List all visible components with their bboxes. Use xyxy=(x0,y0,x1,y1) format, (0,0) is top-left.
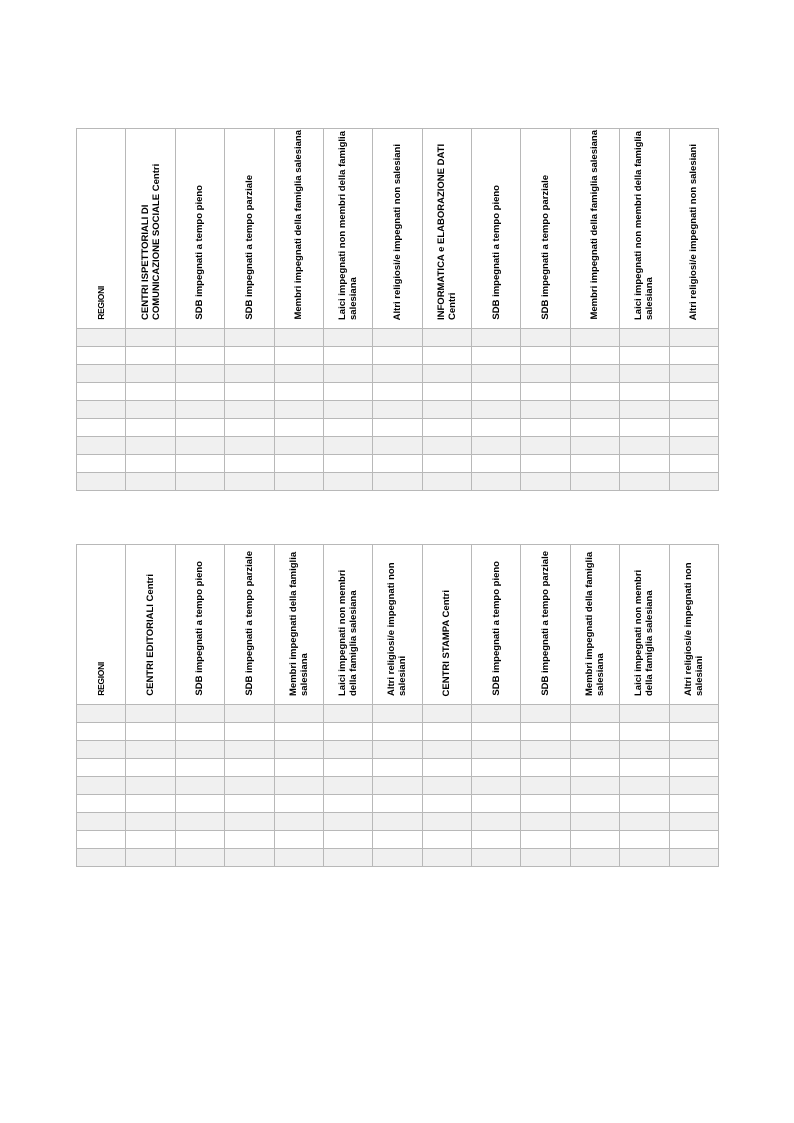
table-cell xyxy=(274,777,323,795)
table-cell xyxy=(669,455,719,473)
table-row xyxy=(77,347,719,365)
table-cell xyxy=(77,437,126,455)
table-cell xyxy=(373,723,422,741)
table-cell xyxy=(274,813,323,831)
table-cell xyxy=(323,473,372,491)
table-cell xyxy=(669,741,719,759)
table-cell xyxy=(521,759,570,777)
table-cell xyxy=(225,455,274,473)
column-header-laici: Laici impegnati non membri della famiglia salesiana xyxy=(323,129,372,329)
table-cell xyxy=(175,329,224,347)
table-cell xyxy=(521,777,570,795)
table-cell xyxy=(422,759,471,777)
table-cell xyxy=(274,329,323,347)
table-cell xyxy=(225,329,274,347)
table-cell xyxy=(126,831,175,849)
table-cell xyxy=(323,455,372,473)
table-cell xyxy=(472,365,521,383)
table-cell xyxy=(126,329,175,347)
table-cell xyxy=(472,473,521,491)
table-cell xyxy=(620,813,669,831)
table-cell xyxy=(669,347,719,365)
table-cell xyxy=(620,455,669,473)
table-cell xyxy=(373,813,422,831)
table-cell xyxy=(274,347,323,365)
table-cell xyxy=(521,329,570,347)
table-cell xyxy=(175,419,224,437)
table-cell xyxy=(620,741,669,759)
column-header-centri-stampa: CENTRI STAMPA Centri xyxy=(422,545,471,705)
table-cell xyxy=(323,849,372,867)
table-cell xyxy=(175,831,224,849)
column-header-altri-religiosi-2: Altri religiosi/e impegnati non salesiani xyxy=(669,545,719,705)
table-cell xyxy=(669,723,719,741)
table-cell xyxy=(521,813,570,831)
table-row xyxy=(77,383,719,401)
table-cell xyxy=(422,347,471,365)
column-header-laici-2: Laici impegnati non membri della famiglia salesiana xyxy=(620,545,669,705)
column-header-laici-2: Laici impegnati non membri della famiglia salesiana xyxy=(620,129,669,329)
table-cell xyxy=(422,365,471,383)
table-cell xyxy=(225,705,274,723)
table-cell xyxy=(225,777,274,795)
table-cell xyxy=(225,795,274,813)
table-cell xyxy=(373,741,422,759)
table-cell xyxy=(422,849,471,867)
table-cell xyxy=(570,723,619,741)
table-cell xyxy=(274,795,323,813)
table-cell xyxy=(274,741,323,759)
table-cell xyxy=(472,777,521,795)
table-cell xyxy=(274,759,323,777)
table-cell xyxy=(77,741,126,759)
table-cell xyxy=(175,705,224,723)
table-cell xyxy=(620,329,669,347)
column-header-sdb-parziale: SDB impegnati a tempo parziale xyxy=(225,129,274,329)
table-cell xyxy=(323,347,372,365)
table-cell xyxy=(225,473,274,491)
table-cell xyxy=(323,741,372,759)
table-cell xyxy=(225,741,274,759)
table-cell xyxy=(620,759,669,777)
table-cell xyxy=(175,473,224,491)
table-cell xyxy=(620,795,669,813)
table-cell xyxy=(77,831,126,849)
table-cell xyxy=(373,329,422,347)
table-cell xyxy=(422,401,471,419)
table-cell xyxy=(225,401,274,419)
table-body xyxy=(77,705,719,867)
table-cell xyxy=(274,383,323,401)
column-header-sdb-parziale-2: SDB impegnati a tempo parziale xyxy=(521,545,570,705)
table-row xyxy=(77,795,719,813)
table-cell xyxy=(422,437,471,455)
table-cell xyxy=(323,383,372,401)
table-cell xyxy=(669,419,719,437)
table-cell xyxy=(274,473,323,491)
table-cell xyxy=(521,473,570,491)
column-header-centri-editoriali: CENTRI EDITORIALI Centri xyxy=(126,545,175,705)
table-cell xyxy=(77,813,126,831)
table-cell xyxy=(175,383,224,401)
table-cell xyxy=(620,777,669,795)
table-row xyxy=(77,455,719,473)
table-cell xyxy=(422,705,471,723)
table-cell xyxy=(373,705,422,723)
table-cell xyxy=(521,455,570,473)
table-cell xyxy=(521,437,570,455)
table-cell xyxy=(323,813,372,831)
table-cell xyxy=(225,383,274,401)
table-cell xyxy=(521,795,570,813)
table-cell xyxy=(126,759,175,777)
table-cell xyxy=(175,777,224,795)
column-header-laici: Laici impegnati non membri della famiglia salesiana xyxy=(323,545,372,705)
table-cell xyxy=(126,795,175,813)
table-cell xyxy=(472,383,521,401)
table-cell xyxy=(472,329,521,347)
table-cell xyxy=(570,831,619,849)
table-cell xyxy=(274,437,323,455)
column-header-regioni: REGIONI xyxy=(77,545,126,705)
column-header-membri-famiglia: Membri impegnati della famiglia salesiana xyxy=(274,129,323,329)
table-row xyxy=(77,777,719,795)
column-header-sdb-pieno: SDB impegnati a tempo pieno xyxy=(175,545,224,705)
table-cell xyxy=(77,777,126,795)
table-cell xyxy=(422,329,471,347)
table-cell xyxy=(274,831,323,849)
table-cell xyxy=(570,759,619,777)
table-cell xyxy=(570,365,619,383)
table-cell xyxy=(669,831,719,849)
table-cell xyxy=(373,401,422,419)
table-cell xyxy=(472,813,521,831)
table-cell xyxy=(323,831,372,849)
header-row xyxy=(77,545,719,705)
table-row xyxy=(77,813,719,831)
table-cell xyxy=(669,849,719,867)
table-row xyxy=(77,705,719,723)
table-row xyxy=(77,401,719,419)
table-row xyxy=(77,849,719,867)
column-header-informatica: INFORMATICA e ELABORAZIONE DATI Centri xyxy=(422,129,471,329)
table-cell xyxy=(77,365,126,383)
table-cell xyxy=(373,777,422,795)
table-row xyxy=(77,723,719,741)
table-cell xyxy=(274,705,323,723)
table-cell xyxy=(225,437,274,455)
table-cell xyxy=(620,419,669,437)
table-cell xyxy=(175,741,224,759)
table-cell xyxy=(669,795,719,813)
table-cell xyxy=(570,741,619,759)
table-cell xyxy=(669,365,719,383)
table-cell xyxy=(570,473,619,491)
table-cell xyxy=(669,329,719,347)
table-cell xyxy=(472,419,521,437)
table-cell xyxy=(77,401,126,419)
table-cell xyxy=(620,473,669,491)
table-cell xyxy=(77,849,126,867)
table-cell xyxy=(570,795,619,813)
table-cell xyxy=(373,365,422,383)
table-cell xyxy=(521,383,570,401)
table-cell xyxy=(77,723,126,741)
header-row xyxy=(77,129,719,329)
table-cell xyxy=(570,383,619,401)
table-cell xyxy=(274,365,323,383)
table-cell xyxy=(126,419,175,437)
table-cell xyxy=(422,831,471,849)
table-cell xyxy=(126,813,175,831)
table-cell xyxy=(323,777,372,795)
table-cell xyxy=(126,705,175,723)
table-cell xyxy=(521,741,570,759)
table-cell xyxy=(570,419,619,437)
table-cell xyxy=(570,777,619,795)
communication-centers-table xyxy=(76,128,719,491)
table-cell xyxy=(521,401,570,419)
table-cell xyxy=(669,383,719,401)
table-cell xyxy=(175,759,224,777)
table-cell xyxy=(422,473,471,491)
table-cell xyxy=(669,473,719,491)
table-cell xyxy=(126,365,175,383)
table-cell xyxy=(472,795,521,813)
table-cell xyxy=(620,347,669,365)
table-cell xyxy=(274,849,323,867)
table-cell xyxy=(570,437,619,455)
table-cell xyxy=(126,347,175,365)
table-cell xyxy=(373,347,422,365)
column-header-sdb-pieno: SDB impegnati a tempo pieno xyxy=(175,129,224,329)
table-cell xyxy=(274,401,323,419)
table-cell xyxy=(472,741,521,759)
table-cell xyxy=(521,723,570,741)
table-row xyxy=(77,419,719,437)
table-cell xyxy=(126,849,175,867)
table-cell xyxy=(373,849,422,867)
table-cell xyxy=(570,849,619,867)
table-cell xyxy=(620,831,669,849)
table-row xyxy=(77,759,719,777)
table-cell xyxy=(126,777,175,795)
table-cell xyxy=(472,455,521,473)
table-cell xyxy=(472,723,521,741)
table-cell xyxy=(373,759,422,777)
table-cell xyxy=(620,849,669,867)
table-cell xyxy=(175,401,224,419)
table-cell xyxy=(422,777,471,795)
table-cell xyxy=(77,795,126,813)
table-cell xyxy=(175,365,224,383)
table-cell xyxy=(373,437,422,455)
table-cell xyxy=(521,705,570,723)
table-cell xyxy=(422,813,471,831)
table-row xyxy=(77,473,719,491)
table-cell xyxy=(620,723,669,741)
table-cell xyxy=(323,759,372,777)
column-header-regioni: REGIONI xyxy=(77,129,126,329)
table-cell xyxy=(521,365,570,383)
table-cell xyxy=(323,419,372,437)
table-cell xyxy=(570,329,619,347)
table-cell xyxy=(620,437,669,455)
table-cell xyxy=(175,795,224,813)
table-cell xyxy=(126,723,175,741)
table-cell xyxy=(323,795,372,813)
column-header-centri-ispettoriali: CENTRI ISPETTORIALI DI COMUNICAZIONE SOCIALE Centri xyxy=(126,129,175,329)
table-cell xyxy=(373,831,422,849)
table-cell xyxy=(422,383,471,401)
column-header-altri-religiosi: Altri religiosi/e impegnati non salesiani xyxy=(373,129,422,329)
table-cell xyxy=(373,473,422,491)
table-cell xyxy=(521,419,570,437)
table-cell xyxy=(126,401,175,419)
table-cell xyxy=(620,705,669,723)
table-cell xyxy=(472,849,521,867)
table-cell xyxy=(422,455,471,473)
table-cell xyxy=(225,759,274,777)
column-header-altri-religiosi-2: Altri religiosi/e impegnati non salesiani xyxy=(669,129,719,329)
table-cell xyxy=(373,419,422,437)
table-cell xyxy=(620,401,669,419)
table-cell xyxy=(274,723,323,741)
table-cell xyxy=(472,437,521,455)
table-cell xyxy=(472,401,521,419)
table-cell xyxy=(570,401,619,419)
table-cell xyxy=(225,419,274,437)
column-header-membri-famiglia-2: Membri impegnati della famiglia salesiana xyxy=(570,129,619,329)
column-header-sdb-parziale-2: SDB impegnati a tempo parziale xyxy=(521,129,570,329)
table-cell xyxy=(620,365,669,383)
table-cell xyxy=(521,831,570,849)
table-cell xyxy=(323,365,372,383)
table-cell xyxy=(126,741,175,759)
table-cell xyxy=(669,759,719,777)
table-cell xyxy=(521,347,570,365)
table-cell xyxy=(323,437,372,455)
table-cell xyxy=(669,777,719,795)
table-cell xyxy=(373,455,422,473)
publishing-centers-table xyxy=(76,544,719,867)
table-cell xyxy=(570,455,619,473)
table-cell xyxy=(225,831,274,849)
table-row xyxy=(77,831,719,849)
table-row xyxy=(77,437,719,455)
table-cell xyxy=(422,795,471,813)
table-row xyxy=(77,329,719,347)
table-row xyxy=(77,741,719,759)
table-cell xyxy=(77,455,126,473)
table-cell xyxy=(472,831,521,849)
table-cell xyxy=(669,401,719,419)
table-cell xyxy=(126,473,175,491)
table-cell xyxy=(225,849,274,867)
table-cell xyxy=(323,723,372,741)
table-cell xyxy=(77,347,126,365)
table-cell xyxy=(422,741,471,759)
table-cell xyxy=(422,419,471,437)
table-row xyxy=(77,365,719,383)
table-cell xyxy=(422,723,471,741)
table-cell xyxy=(175,437,224,455)
table-cell xyxy=(126,455,175,473)
table-cell xyxy=(77,329,126,347)
table-cell xyxy=(472,347,521,365)
table-body xyxy=(77,329,719,491)
table-cell xyxy=(77,705,126,723)
table-cell xyxy=(225,347,274,365)
table-cell xyxy=(175,455,224,473)
table-cell xyxy=(570,347,619,365)
table-cell xyxy=(77,473,126,491)
table-cell xyxy=(175,849,224,867)
table-cell xyxy=(77,419,126,437)
table-cell xyxy=(274,455,323,473)
column-header-membri-famiglia-2: Membri impegnati della famiglia salesiana xyxy=(570,545,619,705)
table-cell xyxy=(274,419,323,437)
table-cell xyxy=(521,849,570,867)
table-cell xyxy=(323,329,372,347)
column-header-membri-famiglia: Membri impegnati della famiglia salesiana xyxy=(274,545,323,705)
table-cell xyxy=(570,705,619,723)
table-cell xyxy=(669,705,719,723)
table-cell xyxy=(126,437,175,455)
table-cell xyxy=(570,813,619,831)
table-cell xyxy=(472,759,521,777)
table-cell xyxy=(175,813,224,831)
table-cell xyxy=(225,813,274,831)
table-cell xyxy=(373,383,422,401)
table-cell xyxy=(373,795,422,813)
table-cell xyxy=(472,705,521,723)
table-cell xyxy=(620,383,669,401)
table-cell xyxy=(77,759,126,777)
column-header-sdb-pieno-2: SDB impegnati a tempo pieno xyxy=(472,129,521,329)
table-cell xyxy=(225,365,274,383)
table-cell xyxy=(669,813,719,831)
table-cell xyxy=(323,401,372,419)
column-header-sdb-parziale: SDB impegnati a tempo parziale xyxy=(225,545,274,705)
table-cell xyxy=(225,723,274,741)
table-cell xyxy=(323,705,372,723)
column-header-altri-religiosi: Altri religiosi/e impegnati non salesiani xyxy=(373,545,422,705)
table-cell xyxy=(669,437,719,455)
table-cell xyxy=(175,347,224,365)
table-cell xyxy=(126,383,175,401)
column-header-sdb-pieno-2: SDB impegnati a tempo pieno xyxy=(472,545,521,705)
table-cell xyxy=(77,383,126,401)
table-cell xyxy=(175,723,224,741)
